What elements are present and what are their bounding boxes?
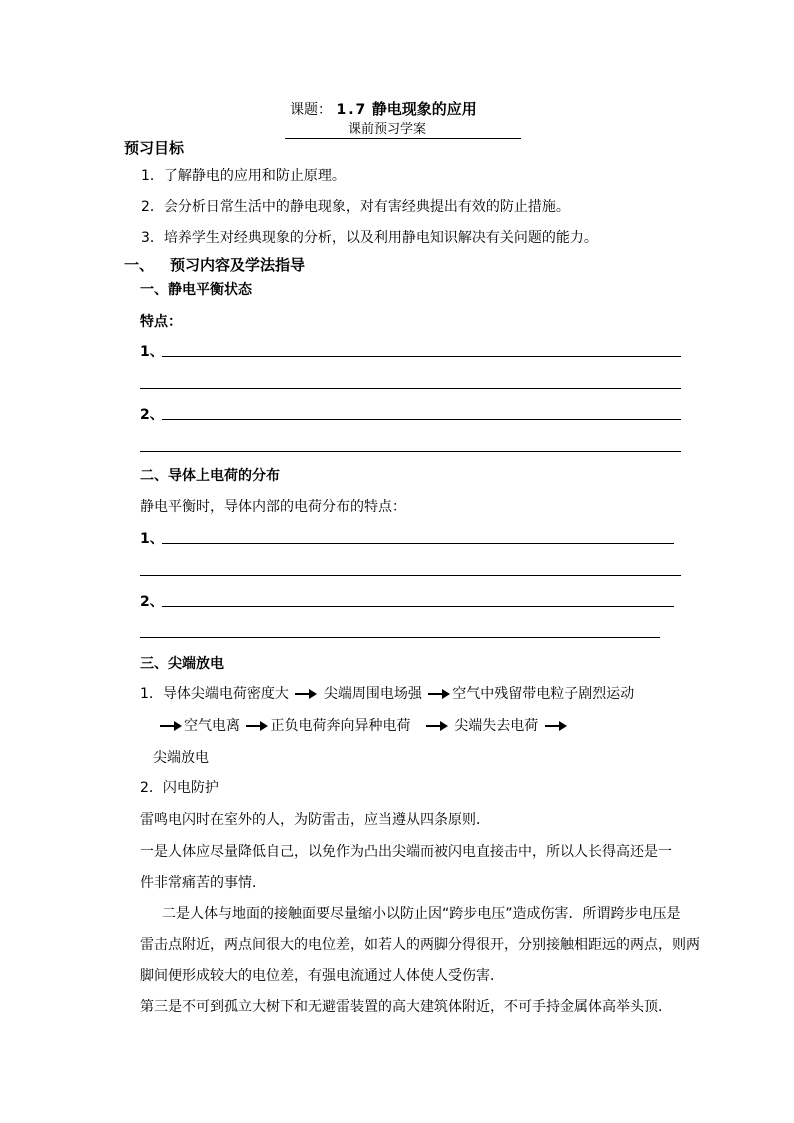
sec1-label: 特点：: [140, 314, 182, 330]
para-2-line-2: 件非常痛苦的事情．: [140, 875, 266, 891]
flow-row-1: [140, 685, 634, 703]
sec1-heading: 一、静电平衡状态: [140, 282, 252, 298]
page-title: [290, 100, 477, 119]
para-1: 雷鸣电闪时在室外的人，为防雷击，应当遵从四条原则．: [140, 812, 490, 828]
goals-heading: 预习目标: [124, 139, 185, 157]
title-number: 1.7: [336, 102, 368, 118]
flow-step-1: 导体尖端电荷密度大: [162, 686, 289, 702]
sec2-blank-1b: [140, 575, 681, 576]
sec2-intro: 静电平衡时，导体内部的电荷分布的特点：: [140, 499, 406, 515]
flow-row-2: [158, 717, 569, 735]
flow-step-5: 正负电荷奔向异种电荷: [270, 718, 411, 734]
arrow-right-icon: [160, 721, 182, 731]
arrow-right-icon: [246, 721, 268, 731]
flow-step-7: 尖端放电: [153, 750, 209, 766]
title-main: 静电现象的应用: [371, 100, 477, 118]
sec1-item-1: 1、: [140, 344, 164, 360]
para-2-line-1: 一是人体应尽量降低自己，以免作为凸出尖端而被闪电直接击中，所以人长得高还是一: [140, 844, 672, 860]
subtitle: 课前预习学案: [348, 122, 427, 137]
sec2-item-1: 1、: [140, 531, 164, 547]
sec1-blank-1b: [140, 388, 681, 389]
sec2-blank-1a: [162, 543, 674, 544]
flow-step-6: 尖端失去电荷: [454, 718, 539, 734]
para-4: 第三是不可到孤立大树下和无避雷装置的高大建筑体附近，不可手持金属体高举头顶．: [140, 999, 672, 1015]
para-3-line-1: 二是人体与地面的接触面要尽量缩小以防止因“跨步电压”造成伤害．所谓跨步电压是: [162, 906, 681, 922]
sec1-blank-2a: [162, 419, 681, 420]
sec2-blank-2b: [140, 637, 660, 638]
flow-step-3: 空气中残留带电粒子剧烈运动: [452, 686, 635, 702]
sec2-item-2: 2、: [140, 594, 164, 610]
title-prefix: 课题：: [290, 102, 332, 118]
sec1-item-2: 2、: [140, 407, 164, 423]
arrow-right-icon: [295, 689, 317, 699]
para-3-line-2: 雷击点附近，两点间很大的电位差，如若人的两脚分得很开，分别接触相距远的两点，则两: [140, 937, 700, 953]
sec2-blank-2a: [162, 606, 674, 607]
arrow-right-icon: [545, 721, 567, 731]
guide-heading: 预习内容及学法指导: [170, 256, 306, 274]
goal-item-3: 3．培养学生对经典现象的分析，以及利用静电知识解决有关问题的能力。: [141, 230, 598, 246]
sec3-heading: 三、尖端放电: [140, 656, 224, 672]
sec1-blank-2b: [140, 451, 681, 452]
arrow-right-icon: [426, 721, 448, 731]
arrow-right-icon: [428, 689, 450, 699]
subtitle-underline: [285, 138, 521, 139]
flow-label-1: 1．: [140, 686, 163, 702]
para-3-line-3: 脚间便形成较大的电位差，有强电流通过人体使人受伤害．: [140, 968, 504, 984]
sec3-point-2: 2．闪电防护: [140, 780, 219, 796]
guide-number: 一、: [124, 256, 155, 274]
goal-item-1: 1．了解静电的应用和防止原理。: [141, 168, 346, 184]
flow-step-4: 空气电离: [184, 718, 240, 734]
flow-step-2: 尖端周围电场强: [323, 686, 422, 702]
goal-item-2: 2．会分析日常生活中的静电现象，对有害经典提出有效的防止措施。: [141, 199, 570, 215]
sec1-blank-1a: [162, 356, 681, 357]
sec2-heading: 二、导体上电荷的分布: [140, 468, 280, 484]
